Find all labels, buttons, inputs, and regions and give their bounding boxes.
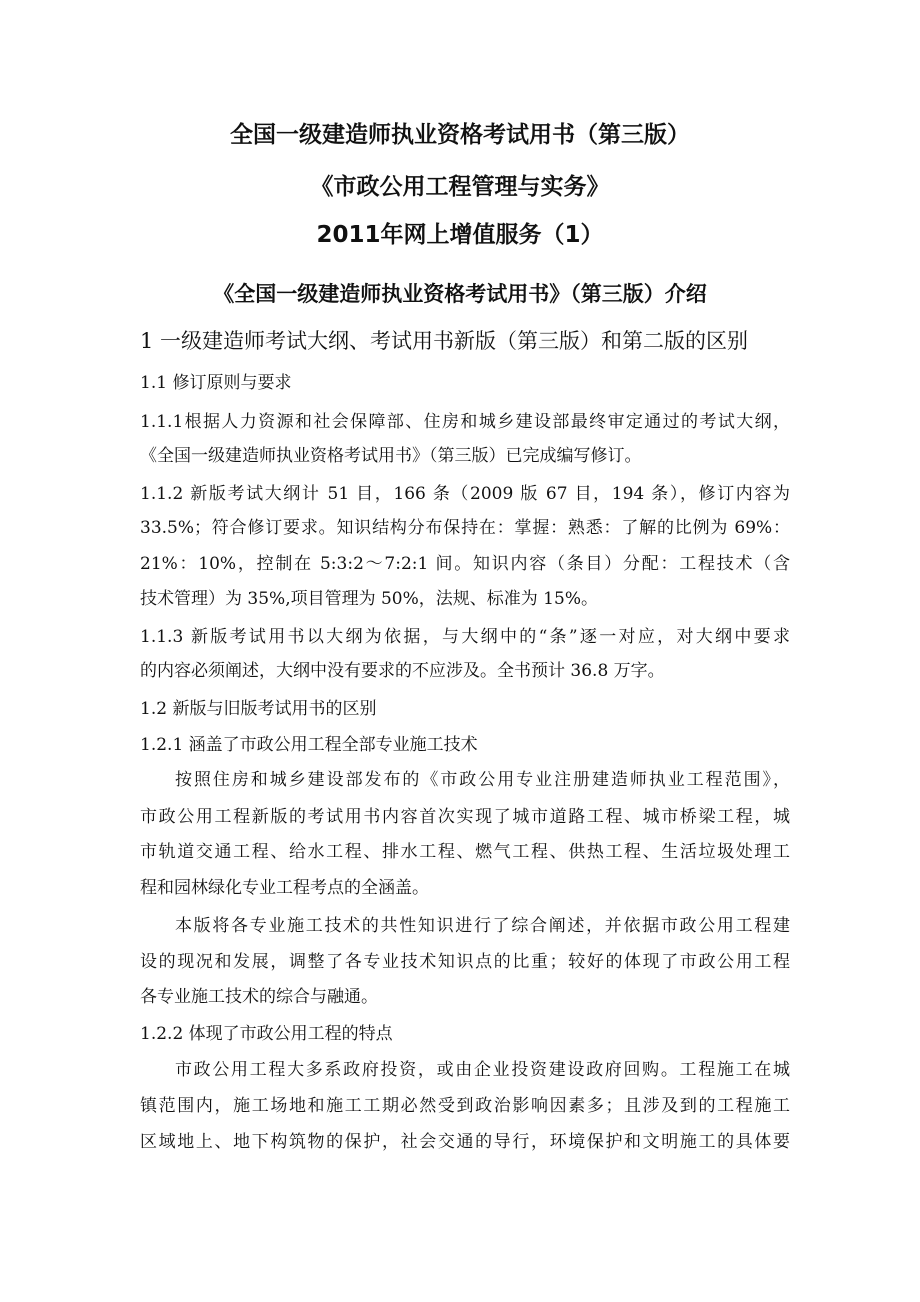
paragraph-line: 1.1.2 新版考试大纲计 51 目，166 条（2009 版 67 目，194 条），修订内容为 [140, 484, 790, 504]
section-1-2-heading: 1.2 新版与旧版考试用书的区别 [140, 699, 377, 719]
section-1-2-2-heading: 1.2.2 体现了市政公用工程的特点 [140, 1024, 393, 1044]
document-title: 全国一级建造师执业资格考试用书（第三版） [230, 122, 690, 148]
document-subtitle: 《市政公用工程管理与实务》 [310, 174, 610, 200]
paragraph-line: 市政公用工程新版的考试用书内容首次实现了城市道路工程、城市桥梁工程，城 [140, 807, 790, 827]
section-1-2-1-heading: 1.2.1 涵盖了市政公用工程全部专业施工技术 [140, 735, 478, 755]
intro-heading: 《全国一级建造师执业资格考试用书》（第三版）介绍 [213, 282, 707, 306]
paragraph-line: 33.5%；符合修订要求。知识结构分布保持在：掌握：熟悉：了解的比例为 69%： [140, 518, 790, 538]
paragraph-line: 市轨道交通工程、给水工程、排水工程、燃气工程、供热工程、生活垃圾处理工 [140, 842, 790, 862]
paragraph-line: 的内容必须阐述，大纲中没有要求的不应涉及。全书预计 36.8 万字。 [140, 661, 665, 681]
document-service-title: 2011年网上增值服务（1） [316, 222, 604, 248]
section-1-1-heading: 1.1 修订原则与要求 [140, 373, 292, 393]
paragraph-line: 《全国一级建造师执业资格考试用书》（第三版）已完成编写修订。 [140, 446, 642, 466]
paragraph-line: 区域地上、地下构筑物的保护，社会交通的导行，环境保护和文明施工的具体要 [140, 1132, 790, 1152]
paragraph-line: 设的现况和发展，调整了各专业技术知识点的比重；较好的体现了市政公用工程 [140, 952, 790, 972]
paragraph-line: 21%：10%，控制在 5:3:2～7:2:1 间。知识内容（条目）分配：工程技术（含 [140, 554, 790, 574]
section-1-heading: 1 一级建造师考试大纲、考试用书新版（第三版）和第二版的区别 [140, 329, 749, 353]
paragraph-line: 本版将各专业施工技术的共性知识进行了综合阐述，并依据市政公用工程建 [175, 916, 790, 936]
paragraph-line: 按照住房和城乡建设部发布的《市政公用专业注册建造师执业工程范围》， [175, 770, 790, 790]
paragraph-line: 各专业施工技术的综合与融通。 [140, 987, 378, 1007]
paragraph-line: 程和园林绿化专业工程考点的全涵盖。 [140, 878, 429, 898]
paragraph-line: 镇范围内，施工场地和施工工期必然受到政治影响因素多；且涉及到的工程施工 [140, 1096, 790, 1116]
paragraph-line: 市政公用工程大多系政府投资，或由企业投资建设政府回购。工程施工在城 [175, 1060, 790, 1080]
paragraph-line: 技术管理）为 35%,项目管理为 50%，法规、标准为 15%。 [140, 589, 598, 609]
paragraph-line: 1.1.3 新版考试用书以大纲为依据，与大纲中的“条”逐一对应，对大纲中要求 [140, 627, 790, 647]
paragraph-line: 1.1.1根据人力资源和社会保障部、住房和城乡建设部最终审定通过的考试大纲， [140, 412, 790, 432]
